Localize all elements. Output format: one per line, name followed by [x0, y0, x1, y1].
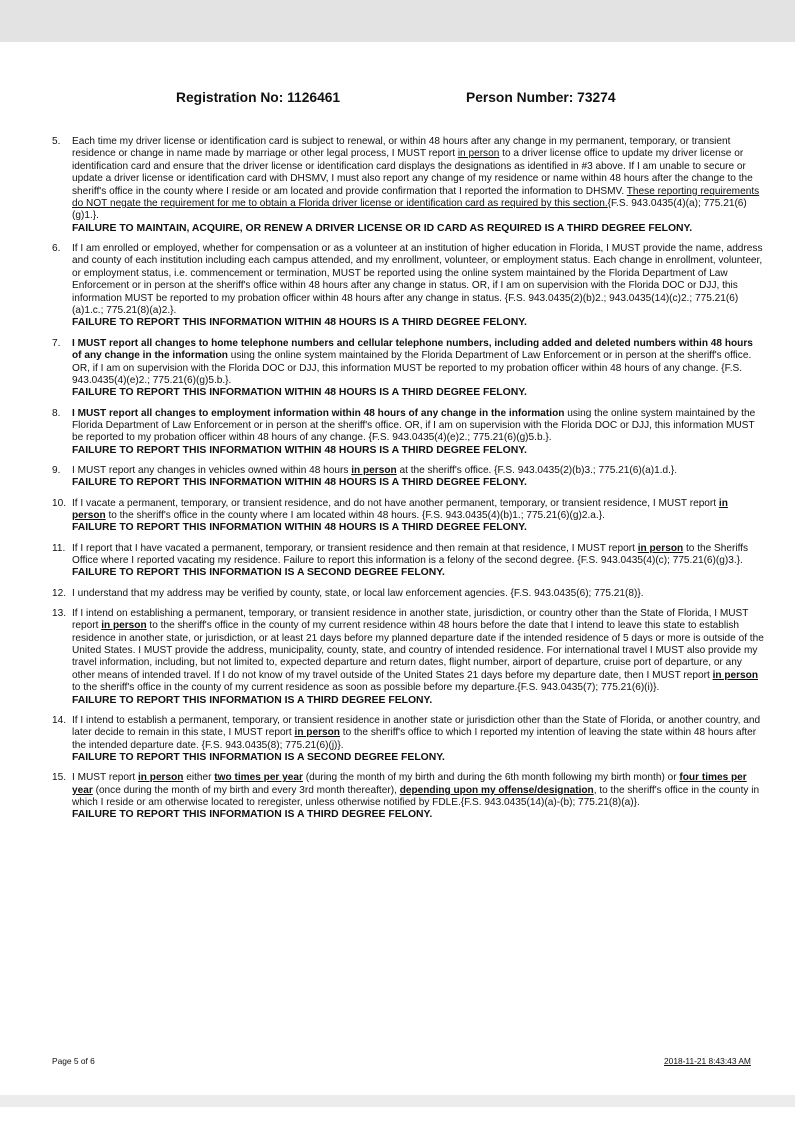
in-person-emphasis: in person	[72, 497, 728, 521]
list-item-6	[52, 243, 764, 330]
item-number: 11.	[52, 542, 66, 554]
item-number: 15.	[52, 772, 67, 784]
item-text: , to the sheriff's office in the county in which I reside or am otherwise located to reregister, unless otherwise notified by FDLE.{F.S. 943.0435(14)(a)-(b); 775.21(8)(a)}.	[72, 784, 760, 809]
in-person-emphasis: in person	[351, 464, 397, 476]
felony-warning: FAILURE TO REPORT THIS INFORMATION WITHIN 48 HOURS IS A THIRD DEGREE FELONY.	[72, 444, 527, 456]
felony-warning: FAILURE TO REPORT THIS INFORMATION WITHIN 48 HOURS IS A THIRD DEGREE FELONY.	[72, 387, 527, 399]
item-bold-text: I MUST report all changes to employment information within 48 hours of any change in the information	[72, 407, 565, 419]
item-text: to a driver license office to update my driver license or identification card and ensure that the driver license or identification card displays the designations as identified in #3 above. If I am unable to secure or update a driver license or identification card with DHSMV, I must also report any change of my residence or name within 48 hours after the change to the sheriff's office in the county where I reside or am located and provide confirmation that I reported the information to DHSMV.	[72, 148, 753, 197]
in-person-emphasis: in person	[138, 772, 184, 784]
item-number: 12.	[52, 587, 67, 599]
item-text: to the Sheriffs Office where I reported vacating my residence. Failure to report this information is a felony of the second degree. {F.S. 943.0435(4)(c); 775.21(6)(g)3.}.	[72, 542, 749, 566]
item-text: to the sheriff's office in the county of my current residence as soon as possible before my departure.{F.S. 943.0435(7); 775.21(6)(i)}.	[72, 682, 660, 694]
list-item-5	[52, 136, 764, 235]
list-item-14	[52, 715, 764, 765]
in-person-emphasis: in person	[457, 148, 500, 160]
frequency-emphasis: four times per year	[72, 772, 747, 796]
item-citation: {F.S. 943.0435(4)(a); 775.21(6)(g)1.}.	[72, 198, 747, 222]
list-item-12	[52, 588, 764, 600]
felony-warning: FAILURE TO REPORT THIS INFORMATION WITHIN 48 HOURS IS A THIRD DEGREE FELONY.	[72, 477, 527, 489]
item-text: using the online system maintained by the Florida Department of Law Enforcement or in person at the sheriff's office. OR, if I am on supervision with the Florida DOC or DJJ, this information MUST be reported to my probation officer within 48 hours of any change. {F.S. 943.0435(4)(e)2.; 775.21(6)(g)5.b.}.	[72, 350, 752, 386]
print-timestamp: 2018-11-21 8:43:43 AM	[664, 1056, 751, 1066]
item-text: If I intend to establish a permanent, temporary, or transient residence in another state or jurisdiction other than the State of Florida, or another country, and later decide to remain in this state, I MUST report	[72, 714, 761, 739]
list-item-9	[52, 465, 764, 490]
felony-warning: FAILURE TO REPORT THIS INFORMATION WITHIN 48 HOURS IS A THIRD DEGREE FELONY.	[72, 317, 527, 329]
felony-warning: FAILURE TO REPORT THIS INFORMATION IS A SECOND DEGREE FELONY.	[72, 567, 445, 579]
item-text: If I intend on establishing a permanent, temporary, or transient residence in another state, jurisdiction, or country other than the State of Florida, I MUST report	[72, 607, 749, 632]
felony-warning: FAILURE TO MAINTAIN, ACQUIRE, OR RENEW A DRIVER LICENSE OR ID CARD AS REQUIRED IS A THIRD DEGREE FELONY.	[72, 222, 693, 234]
list-item-15	[52, 772, 764, 822]
scan-bottom-band	[0, 1095, 795, 1107]
item-number: 13.	[52, 607, 67, 619]
item-text: to the sheriff's office in the county of my current residence within 48 hours before the date that I intend to leave this state to establish residence in another state, or jurisdiction, or at least 21 days before my planned departure date if the intended residence of 5 days or more is outside of the United States. I MUST provide the address, municipality, county, state, and country of intended residence. For international travel I MUST also provide my travel information, including, but not limited to, expected departure and return dates, flight number, airport of departure, cruise port of departure, or any other means of intended travel. If I do not know of my travel outside of the United States 21 days before my departure date, then I MUST report	[72, 620, 764, 681]
scan-top-band	[0, 0, 795, 42]
frequency-emphasis: two times per year	[214, 772, 303, 784]
item-underlined-text: These reporting requirements do NOT negate the requirement for me to obtain a Florida driver license or identification card as required by this section.	[72, 185, 760, 210]
item-number: 5.	[52, 136, 61, 147]
item-text: I MUST report	[72, 772, 138, 784]
felony-warning: FAILURE TO REPORT THIS INFORMATION IS A THIRD DEGREE FELONY.	[72, 694, 433, 706]
in-person-emphasis: in person	[712, 669, 758, 681]
item-bold-text: I MUST report all changes to home telephone numbers and cellular telephone numbers, including added and deleted numbers within 48 hours of any change in the information	[72, 337, 753, 362]
item-number: 14.	[52, 714, 67, 726]
felony-warning: FAILURE TO REPORT THIS INFORMATION IS A THIRD DEGREE FELONY.	[72, 809, 433, 821]
item-number: 8.	[52, 407, 61, 419]
person-number: Person Number: 73274	[466, 90, 616, 105]
designation-emphasis: depending upon my offense/designation	[399, 784, 594, 796]
in-person-emphasis: in person	[294, 727, 340, 739]
item-number: 7.	[52, 337, 61, 349]
list-item-10	[52, 498, 764, 535]
item-text: I understand that my address may be verified by county, state, or local law enforcement agencies. {F.S. 943.0435(6); 775.21(8)}.	[72, 587, 644, 599]
felony-warning: FAILURE TO REPORT THIS INFORMATION IS A SECOND DEGREE FELONY.	[72, 752, 445, 764]
page-number: Page 5 of 6	[52, 1056, 95, 1066]
item-text: to the sheriff's office to which I reported my intention of leaving the state within 48 hours after the intended departure date. {F.S. 943.0435(8); 775.21(6)(j)}.	[72, 727, 757, 751]
registration-number: Registration No: 1126461	[176, 90, 341, 105]
item-text: Each time my driver license or identification card is subject to renewal, or within 48 hours after any change in my permanent, temporary, or transient residence or change in name made by marriage or other legal process, I MUST report	[72, 136, 731, 160]
item-text: at the sheriff's office. {F.S. 943.0435(2)(b)3.; 775.21(6)(a)1.d.}.	[396, 464, 678, 476]
item-text: (once during the month of my birth and every 3rd month thereafter),	[92, 784, 400, 796]
item-number: 9.	[52, 464, 61, 476]
in-person-emphasis: in person	[637, 542, 684, 554]
item-text: If I vacate a permanent, temporary, or transient residence, and do not have another permanent, temporary, or transient residence, I MUST report	[72, 497, 719, 509]
list-item-13	[52, 608, 764, 707]
item-text: If I report that I have vacated a permanent, temporary, or transient residence and then remain at that residence, I MUST report	[72, 542, 638, 554]
requirements-list	[52, 136, 764, 830]
in-person-emphasis: in person	[101, 620, 147, 632]
item-number: 10.	[52, 497, 67, 509]
list-item-8	[52, 408, 764, 458]
felony-warning: FAILURE TO REPORT THIS INFORMATION WITHIN 48 HOURS IS A THIRD DEGREE FELONY.	[72, 522, 527, 534]
item-number: 6.	[52, 243, 61, 255]
item-text: to the sheriff's office in the county where I am located within 48 hours. {F.S. 943.0435(4)(b)1.; 775.21(6)(g)2.a.}.	[105, 509, 605, 521]
item-text: either	[183, 772, 215, 784]
item-text: (during the month of my birth and during the 6th month following my birth month) or	[302, 772, 680, 784]
item-text: I MUST report any changes in vehicles owned within 48 hours	[72, 464, 352, 476]
list-item-11	[52, 543, 764, 580]
list-item-7	[52, 338, 764, 400]
item-text: If I am enrolled or employed, whether for compensation or as a volunteer at an institution of higher education in Florida, I MUST provide the name, address and county of each institution including each campus attended, and my enrollment, volunteer, or employment status. Each change in enrollment, volunteer, or employment status, i.e. commencement or termination, MUST be reported using the online system maintained by the Florida Department of Law Enforcement or in person at the sheriff's office within 48 hours after any change in status. OR, if I am on supervision with the Florida DOC or DJJ, this information MUST be reported to my probation officer within 48 hours after any change in status. {F.S. 943.0435(2)(b)2.; 943.0435(14)(c)2.; 775.21(6)(a)1.c.; 775.21(8)(a)2.}.	[72, 243, 763, 317]
item-text: using the online system maintained by the Florida Department of Law Enforcement or in person at the sheriff's office. OR, if I am on supervision with the Florida DOC or DJJ, this information MUST be reported to my probation officer within 48 hours of any change. {F.S. 943.0435(4)(e)2.; 775.21(6)(g)5.b.}.	[72, 407, 756, 444]
